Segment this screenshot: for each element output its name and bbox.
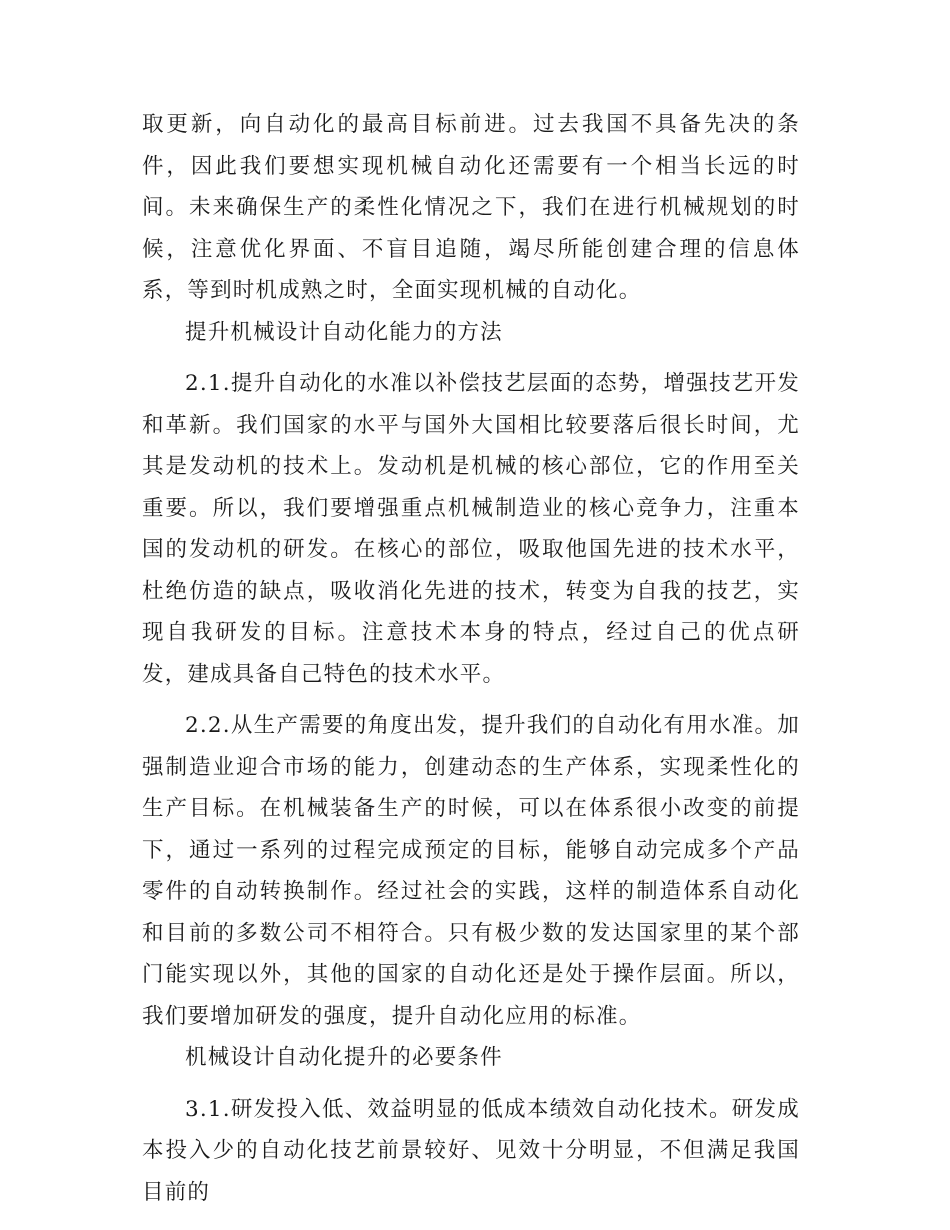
paragraph-continuation: 取更新，向自动化的最高目标前进。过去我国不具备先决的条件，因此我们要想实现机械自动化还需要有一个相当长远的时间。未来确保生产的柔性化情况之下，我们在进行机械规划的时候，注意优化界面、不盲目追随，竭尽所能创建合理的信息体系，等到时机成熟之时，全面实现机械的自动化。 — [142, 112, 800, 303]
document-page — [142, 104, 800, 1213]
paragraph-2-1: 2.1.提升自动化的水准以补偿技艺层面的态势，增强技艺开发和革新。我们国家的水平与国外大国相比较要落后很长时间，尤其是发动机的技术上。发动机是机械的核心部位，它的作用至关重要。所以，我们要增强重点机械制造业的核心竞争力，注重本国的发动机的研发。在核心的部位，吸取他国先进的技术水平，杜绝仿造的缺点，吸收消化先进的技术，转变为自我的技艺，实现自我研发的目标。注意技术本身的特点，经过自己的优点研发，建成具备自己特色的技术水平。 — [142, 371, 800, 687]
section-heading-methods: 提升机械设计自动化能力的方法 — [185, 319, 503, 345]
section-heading-conditions: 机械设计自动化提升的必要条件 — [185, 1045, 503, 1070]
paragraph-3-1: 3.1.研发投入低、效益明显的低成本绩效自动化技术。研发成本投入少的自动化技艺前景较好、见效十分明显，不但满足我国目前的 — [142, 1096, 800, 1205]
paragraph-2-2: 2.2.从生产需要的角度出发，提升我们的自动化有用水准。加强制造业迎合市场的能力，创建动态的生产体系，实现柔性化的生产目标。在机械装备生产的时候，可以在体系很小改变的前提下，通过一系列的过程完成预定的目标，能够自动完成多个产品零件的自动转换制作。经过社会的实践，这样的制造体系自动化和目前的多数公司不相符合。只有极少数的发达国家里的某个部门能实现以外，其他的国家的自动化还是处于操作层面。所以，我们要增加研发的强度，提升自动化应用的标准。 — [142, 713, 800, 1029]
